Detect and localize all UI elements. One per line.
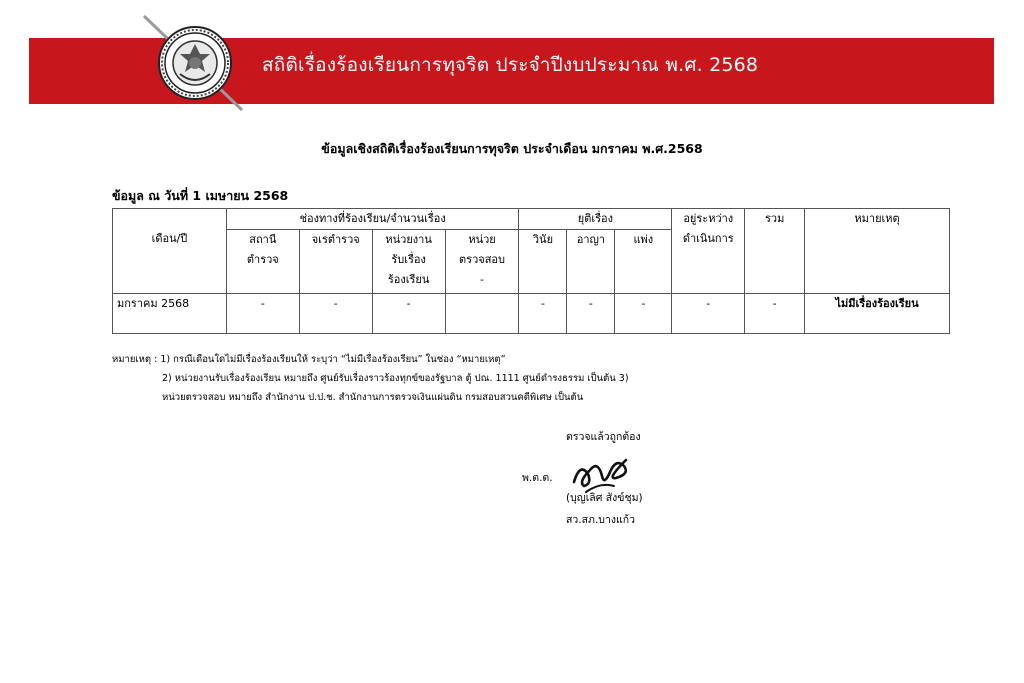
cell-total: - — [745, 294, 805, 334]
cell-remark: ไม่มีเรื่องร้องเรียน — [805, 294, 950, 334]
signer-position: สว.สภ.บางแก้ว — [566, 514, 636, 526]
as-of-date: ข้อมูล ณ วันที่ 1 เมษายน 2568 — [112, 188, 289, 203]
header-police-station-line1: สถานี — [249, 233, 277, 246]
police-seal-icon — [140, 14, 250, 114]
cell-police-station: - — [226, 294, 299, 334]
header-month: เดือน/ปี — [151, 232, 188, 245]
header-receiving-agency-line2: รับเรื่อง — [391, 253, 426, 266]
header-criminal: อาญา — [567, 230, 615, 294]
header-closed-group: ยุติเรื่อง — [519, 209, 672, 230]
note-line-3: หน่วยตรวจสอบ หมายถึง สำนักงาน ป.ป.ช. สำนักงานการตรวจเงินแผ่นดิน กรมสอบสวนคดีพิเศษ เป็นต้น — [162, 392, 584, 403]
header-police-station — [226, 230, 299, 294]
header-civil: แพ่ง — [615, 230, 672, 294]
header-receiving-agency-line1: หน่วยงาน — [385, 233, 432, 246]
cell-criminal: - — [567, 294, 615, 334]
table-row — [113, 294, 950, 334]
verified-text: ตรวจแล้วถูกต้อง — [566, 431, 641, 443]
cell-receiving-agency: - — [372, 294, 445, 334]
signer-rank: พ.ต.ต. — [522, 472, 553, 484]
cell-audit-unit — [445, 294, 519, 334]
statistics-table — [112, 208, 950, 334]
header-audit-unit-line3: - — [480, 273, 485, 286]
cell-month: มกราคม 2568 — [113, 294, 227, 334]
note-line-2: 2) หน่วยงานรับเรื่องร้องเรียน หมายถึง ศูนย์รับเรื่องราวร้องทุกข์ของรัฐบาล ตู้ ปณ. 1111 ศูนย์ดำรงธรรม เป็นต้น 3) — [162, 373, 629, 384]
header-audit-unit-line1: หน่วย — [468, 233, 496, 246]
header-audit-unit — [445, 230, 519, 294]
header-inspector: จเรตำรวจ — [299, 230, 372, 294]
header-channels-group: ช่องทางที่ร้องเรียน/จำนวนเรื่อง — [226, 209, 519, 230]
cell-in-progress: - — [672, 294, 745, 334]
note-line-1: หมายเหตุ : 1) กรณีเดือนใดไม่มีเรื่องร้องเรียนให้ ระบุว่า “ไม่มีเรื่องร้องเรียน” ในช่อง “หมายเหตุ” — [112, 354, 506, 365]
page-title: สถิติเรื่องร้องเรียนการทุจริต ประจำปีงบประมาณ พ.ศ. 2568 — [262, 54, 759, 76]
header-discipline: วินัย — [519, 230, 567, 294]
header-receiving-agency-line3: ร้องเรียน — [387, 273, 430, 286]
header-receiving-agency — [372, 230, 445, 294]
table-header-row-1 — [113, 209, 950, 230]
header-in-progress — [672, 209, 745, 294]
header-audit-unit-line2: ตรวจสอบ — [459, 253, 506, 266]
notes-section — [112, 350, 629, 407]
header-total: รวม — [745, 209, 805, 294]
header-remark: หมายเหตุ — [805, 209, 950, 294]
cell-inspector: - — [299, 294, 372, 334]
signer-name: (บุญเลิศ สังข์ชุม) — [566, 492, 643, 504]
header-police-station-line2: ตำรวจ — [246, 253, 279, 266]
cell-civil: - — [615, 294, 672, 334]
header-in-progress-line1: อยู่ระหว่าง — [683, 212, 734, 225]
subtitle: ข้อมูลเชิงสถิติเรื่องร้องเรียนการทุจริต ประจำเดือน มกราคม พ.ศ.2568 — [321, 141, 703, 156]
cell-discipline: - — [519, 294, 567, 334]
header-in-progress-line2: ดำเนินการ — [682, 232, 734, 245]
